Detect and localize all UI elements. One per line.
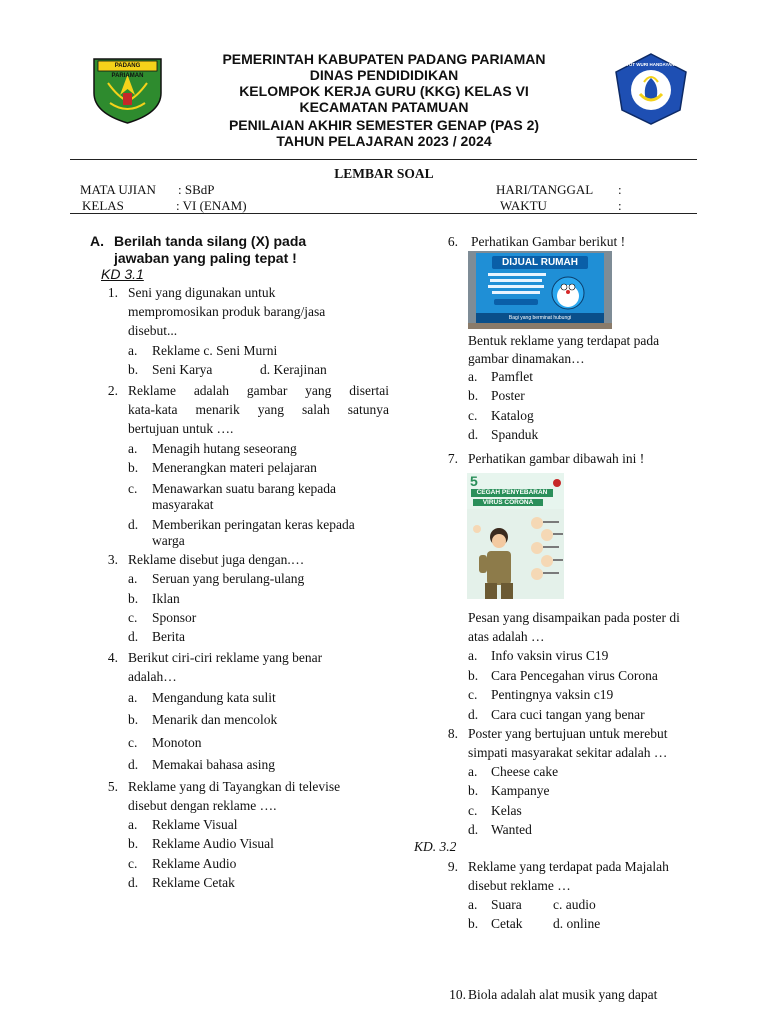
option-b[interactable]: Reklame Audio Visual <box>152 836 274 851</box>
kelas-value: : VI (ENAM) <box>176 198 247 213</box>
option-a[interactable]: Reklame c. Seni Murni <box>152 343 278 358</box>
option-letter[interactable]: c. <box>468 408 478 423</box>
option-c[interactable]: Sponsor <box>152 610 197 625</box>
option-letter[interactable]: d. <box>128 629 139 644</box>
hari-tanggal-label: HARI/TANGGAL <box>496 182 594 197</box>
option-d[interactable]: Spanduk <box>491 427 539 442</box>
header-line-1: PEMERINTAH KABUPATEN PADANG PARIAMAN <box>222 51 546 67</box>
poster-title-1: CEGAH PENYEBARAN <box>476 489 548 496</box>
question-text-line: disebut reklame … <box>468 878 571 893</box>
option-c-cont: masyarakat <box>152 497 214 512</box>
question-number: 6. <box>447 234 458 249</box>
option-b[interactable]: Cetak <box>491 916 523 931</box>
option-letter[interactable]: b. <box>128 836 139 851</box>
section-instruction-2: jawaban yang paling tepat ! <box>114 250 297 266</box>
question-text-line: disebut... <box>128 323 178 338</box>
option-letter[interactable]: d. <box>468 707 479 722</box>
tut-wuri-handayani-logo <box>610 52 692 126</box>
option-letter[interactable]: b. <box>128 712 139 727</box>
question-text-line: atas adalah … <box>468 629 545 644</box>
question-text: Reklame disebut juga dengan.… <box>128 552 305 567</box>
header-divider <box>70 159 697 160</box>
question-text-line: gambar dinamakan… <box>468 351 585 366</box>
option-c[interactable]: Katalog <box>491 408 534 423</box>
option-b[interactable]: Menerangkan materi pelajaran <box>152 460 317 475</box>
question-number: 2. <box>107 383 118 398</box>
question-text-line: kata-kata menarik yang salah satunya <box>128 402 389 417</box>
option-letter[interactable]: c. <box>128 610 138 625</box>
option-letter[interactable]: c. <box>468 687 478 702</box>
question-text-line: Poster yang bertujuan untuk merebut <box>468 726 668 741</box>
option-c[interactable]: Menawarkan suatu barang kepada <box>152 481 337 496</box>
poster-title-2: VIRUS CORONA <box>482 499 534 506</box>
question-number: 4. <box>107 650 118 665</box>
option-a[interactable]: Menagih hutang seseorang <box>152 441 297 456</box>
house-sale-banner-image <box>468 251 612 329</box>
option-a[interactable]: Pamflet <box>491 369 533 384</box>
option-b[interactable]: Poster <box>491 388 525 403</box>
mata-ujian-label: MATA UJIAN <box>80 182 156 197</box>
option-letter[interactable]: b. <box>128 591 139 606</box>
info-divider <box>70 213 697 214</box>
option-c[interactable]: Pentingnya vaksin c19 <box>491 687 614 702</box>
option-letter[interactable]: a. <box>468 764 478 779</box>
option-d[interactable]: d. online <box>553 916 601 931</box>
option-b[interactable]: Menarik dan mencolok <box>152 712 278 727</box>
question-text-line: adalah… <box>128 669 177 684</box>
option-a[interactable]: Info vaksin virus C19 <box>491 648 609 663</box>
option-letter[interactable]: c. <box>128 481 138 496</box>
option-a[interactable]: Suara <box>491 897 522 912</box>
mata-ujian-value: : SBdP <box>178 182 215 197</box>
option-letter[interactable]: c. <box>128 856 138 871</box>
question-text-line: Reklame yang terdapat pada Majalah <box>468 859 669 874</box>
option-d[interactable]: Wanted <box>491 822 532 837</box>
option-d[interactable]: Memakai bahasa asing <box>152 757 275 772</box>
logo-caption: TUT WURI HANDAYANI <box>626 62 676 67</box>
question-number: 10. <box>449 987 466 1002</box>
banner-subtitle: Bagi yang berminat hubungi <box>508 315 572 321</box>
option-letter[interactable]: d. <box>128 875 139 890</box>
option-letter[interactable]: a. <box>128 343 138 358</box>
option-letter[interactable]: b. <box>128 362 139 377</box>
option-letter[interactable]: a. <box>468 897 478 912</box>
option-b[interactable]: Seni Karya <box>152 362 213 377</box>
option-letter[interactable]: c. <box>128 735 138 750</box>
logo-caption: PADANG PARIAMAN <box>111 63 144 79</box>
option-a[interactable]: Seruan yang berulang-ulang <box>152 571 305 586</box>
question-text-line: Reklame adalah gambar yang disertai <box>128 383 389 398</box>
kd-3-1-label: KD 3.1 <box>101 266 144 282</box>
hari-tanggal-value: : <box>618 182 622 197</box>
question-text-line: disebut dengan reklame …. <box>128 798 277 813</box>
question-number: 9. <box>447 859 458 874</box>
option-letter[interactable]: a. <box>128 690 138 705</box>
header-line-4: KECAMATAN PATAMUAN <box>299 99 469 115</box>
question-text-line: Seni yang digunakan untuk <box>128 285 276 300</box>
option-letter[interactable]: d. <box>468 822 479 837</box>
corona-poster-image <box>467 473 564 599</box>
question-text-line: Reklame yang di Tayangkan di televise <box>128 779 341 794</box>
question-text-line: Bentuk reklame yang terdapat pada <box>468 333 660 348</box>
poster-number: 5 <box>470 473 478 489</box>
option-letter[interactable]: a. <box>128 441 138 456</box>
option-d[interactable]: Memberikan peringatan keras kepada <box>152 517 355 532</box>
waktu-value: : <box>618 198 622 213</box>
option-a[interactable]: Reklame Visual <box>152 817 238 832</box>
option-letter[interactable]: a. <box>128 817 138 832</box>
question-number: 8. <box>447 726 458 741</box>
header-line-5: PENILAIAN AKHIR SEMESTER GENAP (PAS 2) <box>228 117 540 133</box>
option-b[interactable]: Cara Pencegahan virus Corona <box>491 668 658 683</box>
option-letter[interactable]: a. <box>468 648 478 663</box>
question-text-line: simpati masyarakat sekitar adalah … <box>468 745 668 760</box>
banner-title: DIJUAL RUMAH <box>502 257 578 268</box>
option-d[interactable]: Reklame Cetak <box>152 875 235 890</box>
question-text: Perhatikan gambar dibawah ini ! <box>468 451 645 466</box>
option-a[interactable]: Mengandung kata sulit <box>152 690 276 705</box>
question-text-line: Pesan yang disampaikan pada poster di <box>468 610 680 625</box>
option-d-cont: warga <box>152 533 185 548</box>
question-number: 7. <box>447 451 458 466</box>
option-b[interactable]: Kampanye <box>491 783 550 798</box>
sheet-title: LEMBAR SOAL <box>334 166 434 181</box>
header-line-2: DINAS PENDIDIDIKAN <box>309 67 459 83</box>
option-letter[interactable]: a. <box>468 369 478 384</box>
section-letter: A. <box>90 233 104 249</box>
option-letter[interactable]: b. <box>468 916 479 931</box>
kd-3-2-label: KD. 3.2 <box>414 839 457 854</box>
option-c[interactable]: Kelas <box>491 803 522 818</box>
option-letter[interactable]: b. <box>128 460 139 475</box>
option-a[interactable]: Cheese cake <box>491 764 559 779</box>
option-c[interactable]: c. audio <box>553 897 596 912</box>
option-d[interactable]: Cara cuci tangan yang benar <box>491 707 645 722</box>
option-letter[interactable]: d. <box>468 427 479 442</box>
question-text-line: mempromosikan produk barang/jasa <box>128 304 326 319</box>
option-letter[interactable]: d. <box>128 517 139 532</box>
option-d[interactable]: d. Kerajinan <box>260 362 327 377</box>
section-instruction-1: Berilah tanda silang (X) pada <box>114 233 307 249</box>
question-text: Biola adalah alat musik yang dapat <box>468 987 658 1002</box>
header-line-6: TAHUN PELAJARAN 2023 / 2024 <box>276 133 492 149</box>
option-letter[interactable]: b. <box>468 783 479 798</box>
question-number: 3. <box>107 552 118 567</box>
waktu-label: WAKTU <box>500 198 547 213</box>
option-c[interactable]: Monoton <box>152 735 202 750</box>
question-text: Perhatikan Gambar berikut ! <box>471 234 626 249</box>
question-number: 5. <box>107 779 118 794</box>
option-d[interactable]: Berita <box>152 629 185 644</box>
option-c[interactable]: Reklame Audio <box>152 856 237 871</box>
kelas-label: KELAS <box>82 198 124 213</box>
header-line-3: KELOMPOK KERJA GURU (KKG) KELAS VI <box>239 83 529 99</box>
question-text-line: Berikut ciri-ciri reklame yang benar <box>128 650 323 665</box>
option-b[interactable]: Iklan <box>152 591 180 606</box>
question-number: 1. <box>107 285 118 300</box>
option-letter[interactable]: d. <box>128 757 139 772</box>
question-text-line: bertujuan untuk …. <box>128 421 234 436</box>
option-letter[interactable]: b. <box>468 668 479 683</box>
option-letter[interactable]: b. <box>468 388 479 403</box>
option-letter[interactable]: c. <box>468 803 478 818</box>
option-letter[interactable]: a. <box>128 571 138 586</box>
